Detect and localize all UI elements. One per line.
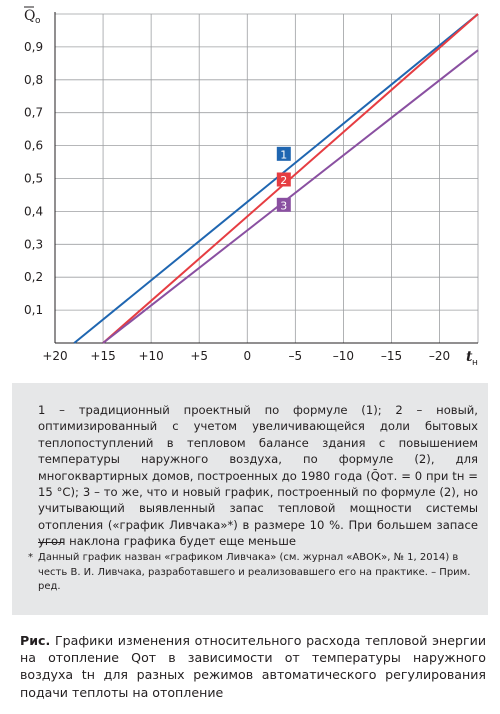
y-tick-label: 0,5: [24, 171, 44, 186]
y-tick-label: 0,7: [24, 105, 44, 120]
x-tick-label: –10: [332, 349, 355, 363]
figure-caption: [20, 632, 486, 701]
chart-axis-titles: [24, 7, 478, 368]
x-tick-label: –20: [428, 349, 451, 363]
x-tick-label: +10: [138, 349, 164, 363]
caption-text: Графики изменения относительного расхода тепловой энергии на отопление Qот в зависимости от температуры наружного воздуха tн для разных режимов автоматического регулирования подачи теплоты на отопление: [20, 633, 486, 700]
x-axis-label: t: [466, 349, 473, 365]
x-tick-label: +5: [190, 349, 209, 363]
chart-axes: [55, 12, 478, 343]
y-tick-label: 0,4: [24, 204, 44, 219]
y-tick-label: 0,3: [24, 237, 44, 252]
footnote-mark: *: [28, 552, 33, 563]
footnote: [28, 551, 478, 595]
y-tick-label: 0,2: [24, 270, 44, 285]
x-axis-label-subscript: н: [472, 358, 478, 368]
series-line-3: [103, 50, 478, 343]
y-tick-label: 0,6: [24, 138, 44, 153]
y-axis-label: Q: [24, 8, 36, 24]
series-label-2: 2: [280, 173, 288, 187]
footnote-divider: [38, 542, 64, 543]
y-tick-label: 0,1: [24, 303, 44, 318]
legend-text: 1 – традиционный проектный по формуле (1); 2 – новый, оптимизированный с учетом увеличивающейся доли бытовых теплопоступлений в тепловом балансе здания с повышением температуры наружного воздуха, по формуле (2), для многоквартирных домов, построенных до 1980 года (Q̄от. = 0 при tн = 15 °С); 3 – то же, что и новый график, построенный по формуле (2), но учитывающий выявленный запас тепловой мощности системы отопления («график Ливчака»*) в размере 10 %. При большем запасе угол наклона графика будет еще меньше: [38, 403, 478, 549]
x-tick-label: –15: [380, 349, 403, 363]
series-label-1: 1: [280, 148, 288, 162]
y-tick-label: 0,8: [24, 72, 44, 87]
series-label-3: 3: [280, 199, 288, 213]
chart-series-labels: [277, 147, 291, 212]
x-tick-label: 0: [243, 349, 252, 363]
footnote-text: Данный график назван «графиком Ливчака» (см. журнал «АВОК», № 1, 2014) в честь В. И. Ливчака, разработавшего и реализовавшего его на практике. – Прим. ред.: [38, 552, 471, 592]
y-tick-label: 0,9: [24, 39, 44, 54]
y-axis-label-subscript: о: [35, 16, 41, 26]
x-tick-label: +15: [90, 349, 116, 363]
x-tick-label: +20: [42, 349, 68, 363]
x-tick-label: –5: [288, 349, 303, 363]
chart-grid: [55, 14, 478, 343]
caption-label: Рис.: [20, 633, 51, 648]
